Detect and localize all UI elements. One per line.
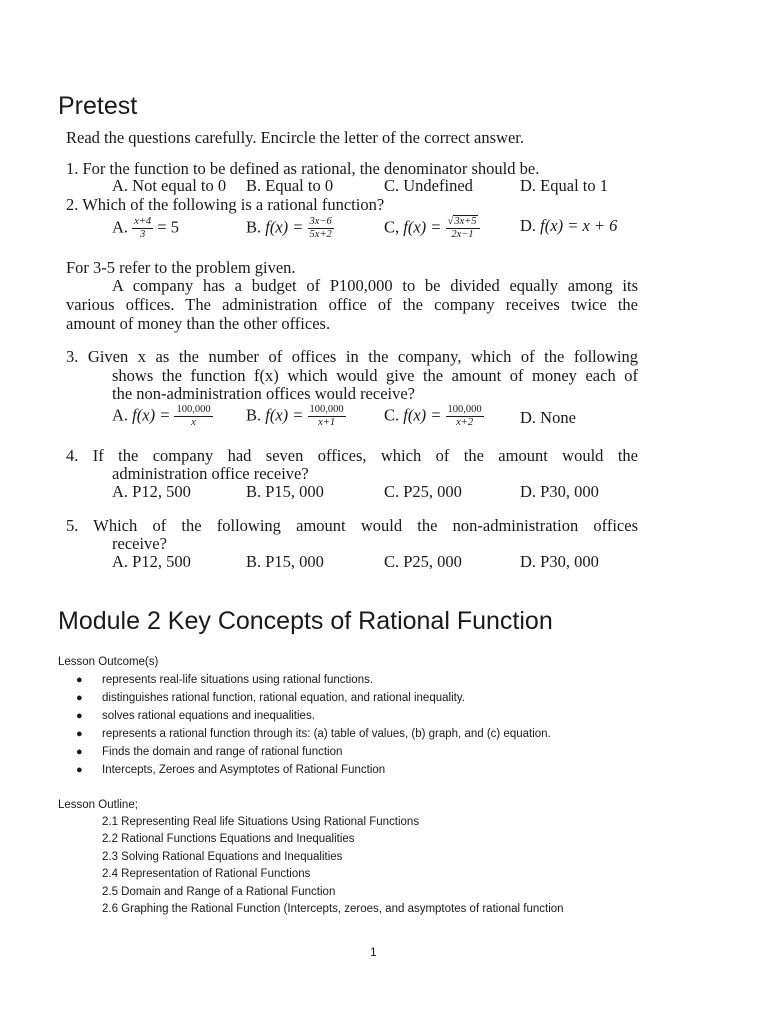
outline-item: 2.2 Rational Functions Equations and Inequalities: [102, 833, 355, 845]
q2-option-a: A. $\frac{x+4}{3}$ = 5: [112, 216, 179, 241]
q2-b-numerator: 3x−6: [308, 216, 334, 229]
q4-option-c: C. P25, 000: [384, 482, 462, 501]
q5-option-d: D. P30, 000: [520, 552, 599, 571]
bullet-icon: ●: [76, 764, 83, 776]
bullet-icon: ●: [76, 746, 83, 758]
q3-a-denominator: x: [191, 417, 196, 429]
q2-c-numerator: 3x+5: [454, 216, 477, 227]
question-3-line-3: the non-administration offices would receive?: [112, 384, 416, 403]
problem-line-1: A company has a budget of P100,000 to be divided equally among its: [112, 276, 638, 295]
q2-option-c: C, f(x) = $\frac{√3x+5}{2x-1}$: [384, 216, 480, 241]
page-number: 1: [370, 945, 377, 959]
outline-item: 2.1 Representing Real life Situations Using Rational Functions: [102, 816, 420, 828]
q4-option-d: D. P30, 000: [520, 482, 599, 501]
q1-option-d: D. Equal to 1: [520, 176, 608, 195]
outline-item: 2.3 Solving Rational Equations and Inequalities: [102, 851, 343, 863]
question-3-line-1: 3. Given x as the number of offices in the company, which of the following: [66, 347, 638, 366]
q2-option-b: B. f(x) = $\frac{3x-6}{5x+2}$: [246, 216, 332, 241]
problem-line-3: amount of money than the other offices.: [66, 314, 331, 333]
q3-b-numerator: 100,000: [308, 404, 346, 417]
q3-option-d: D. None: [520, 408, 576, 427]
bullet-icon: ●: [76, 728, 83, 740]
q1-option-c: C. Undefined: [384, 176, 473, 195]
q2-c-denominator: 2x−1: [451, 229, 474, 241]
bullet-icon: ●: [76, 692, 83, 704]
q3-option-a: A. f(x) = $\frac{100,000}{x}$: [112, 404, 211, 429]
q4-option-a: A. P12, 500: [112, 482, 191, 501]
q1-option-a: A. Not equal to 0: [112, 176, 227, 195]
problem-intro: For 3-5 refer to the problem given.: [66, 258, 296, 277]
q3-a-numerator: 100,000: [174, 404, 212, 417]
question-4-line-2: administration office receive?: [112, 464, 309, 483]
q3-option-b: B. f(x) = $\frac{100,000}{x+1}$: [246, 404, 344, 429]
question-2-text: 2. Which of the following is a rational function?: [66, 195, 385, 214]
question-4-options: [112, 482, 652, 506]
q3-b-denominator: x+1: [318, 417, 336, 429]
question-5-line-2: receive?: [112, 534, 167, 553]
pretest-title: Pretest: [58, 92, 138, 120]
problem-line-2: various offices. The administration office of the company receives twice the: [66, 295, 638, 314]
question-2-options: [112, 214, 652, 248]
q2-a-numerator: x+4: [132, 216, 153, 229]
lesson-outline-label: Lesson Outline;: [58, 799, 138, 811]
q5-option-b: B. P15, 000: [246, 552, 324, 571]
q3-c-numerator: 100,000: [446, 404, 484, 417]
q2-option-d: D. f(x) = x + 6: [520, 216, 618, 235]
question-3-line-2: shows the function f(x) which would give the amount of money each of: [112, 366, 638, 385]
question-3-options: [112, 402, 652, 436]
question-1-text: 1. For the function to be defined as rational, the denominator should be.: [66, 159, 540, 178]
q1-option-b: B. Equal to 0: [246, 176, 334, 195]
outline-item: 2.4 Representation of Rational Functions: [102, 868, 311, 880]
q3-c-denominator: x+2: [456, 417, 474, 429]
q4-option-b: B. P15, 000: [246, 482, 324, 501]
q2-a-denominator: 3: [140, 229, 146, 241]
question-5-line-1: 5. Which of the following amount would the non-administration offices: [66, 516, 638, 535]
q5-option-c: C. P25, 000: [384, 552, 462, 571]
question-4-line-1: 4. If the company had seven offices, which of the amount would the: [66, 446, 638, 465]
q5-option-a: A. P12, 500: [112, 552, 191, 571]
bullet-icon: ●: [76, 674, 83, 686]
pretest-instruction: Read the questions carefully. Encircle the letter of the correct answer.: [66, 128, 524, 147]
module-title: Module 2 Key Concepts of Rational Function: [58, 607, 553, 635]
question-5-options: [112, 552, 652, 576]
outline-item: 2.5 Domain and Range of a Rational Function: [102, 886, 336, 898]
outline-item: 2.6 Graphing the Rational Function (Intercepts, zeroes, and asymptotes of rational function: [102, 903, 564, 915]
lesson-outcomes-label: Lesson Outcome(s): [58, 656, 159, 668]
bullet-icon: ●: [76, 710, 83, 722]
q2-b-denominator: 5x+2: [309, 229, 332, 241]
q3-option-c: C. f(x) = $\frac{100,000}{x+2}$: [384, 404, 482, 429]
